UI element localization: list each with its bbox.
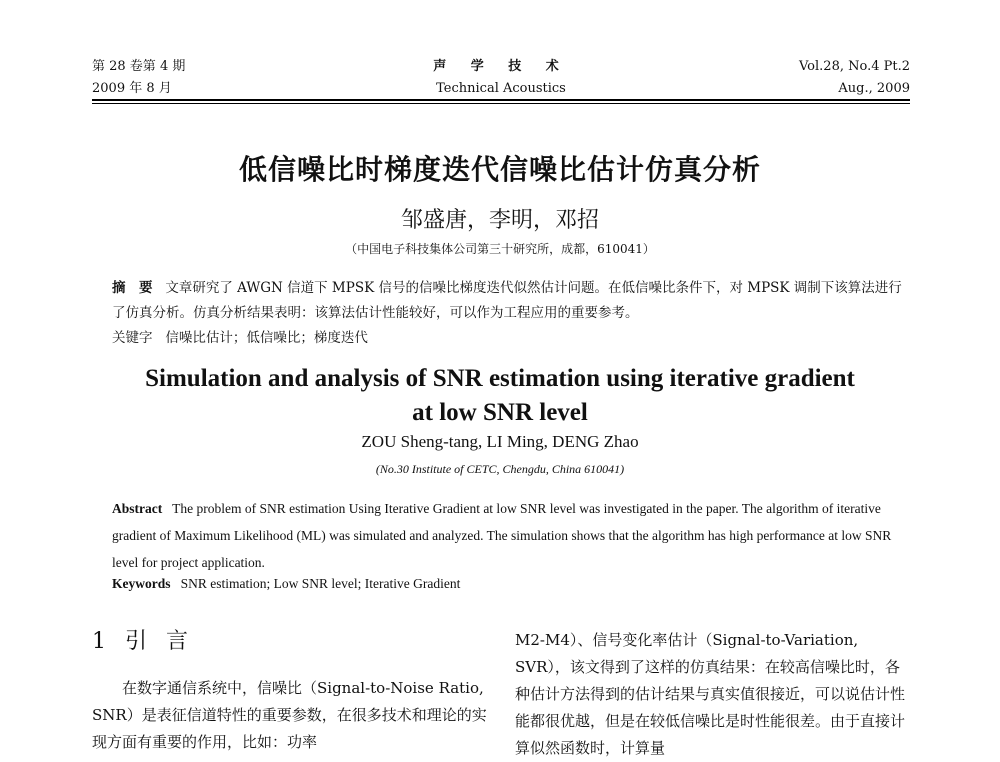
affiliation-en: (No.30 Institute of CETC, Chengdu, China 610041) [375,462,625,476]
journal-name-en: Technical Acoustics [436,81,566,96]
header-center [92,56,910,100]
intro-paragraph-right: M2-M4）、信号变化率估计（Signal-to-Variation, SVR），该文得到了这样的仿真结果：在较高信噪比时，各种估计方法得到的估计结果与真实值很接近，可以说估计性能都很优越，但是在较低信噪比是时性能很差。由于直接计算似然函数时，计算量 [515,631,906,757]
journal-header [92,56,910,100]
abstract-en [112,495,902,576]
header-right [799,56,910,100]
publication-date-en: Aug., 2009 [838,81,910,96]
intro-paragraph-left: 在数字通信系统中，信噪比（Signal-to-Noise Ratio, SNR）是表征信道特性的重要参数，在很多技术和理论的实现方面有重要的作用，比如：功率 [92,679,487,751]
affiliation-cn: （中国电子科技集体公司第三十研究所，成都，610041） [345,242,655,256]
keywords-en [112,576,902,592]
keywords-cn-text: 信噪比估计；低信噪比；梯度迭代 [165,330,368,346]
paper-title-en [0,362,1000,430]
title-en-line1: Simulation and analysis of SNR estimation using iterative gradient [145,365,855,392]
paper-title-cn: 低信噪比时梯度迭代信噪比估计仿真分析 [238,153,761,186]
authors-en: ZOU Sheng-tang, LI Ming, DENG Zhao [361,432,639,451]
header-rule-thin [92,103,910,104]
keywords-cn-label: 关键字 [112,330,153,346]
section-heading-intro: 1 引 言 [92,629,194,654]
authors-cn: 邹盛唐，李明，邓招 [400,208,599,233]
abstract-cn-text: 文章研究了 AWGN 信道下 MPSK 信号的信噪比梯度迭代似然估计问题。在低信噪比条件下，对 MPSK 调制下该算法进行了仿真分析。仿真分析结果表明：该算法估计性能较好，可以作为工程应用的重要参考。 [112,280,902,321]
abstract-en-text: The problem of SNR estimation Using Iterative Gradient at low SNR level was investigated in the paper. The algorithm of iterative gradient of Maximum Likelihood (ML) was simulated and analyzed. The simulation shows that the algorithm has high performance at low SNR level for project application. [112,501,892,570]
keywords-en-label: Keywords [112,576,171,591]
abstract-en-label: Abstract [112,501,163,516]
keywords-cn [112,326,902,351]
publication-date-cn: 2009 年 8 月 [92,81,172,96]
abstract-cn-label: 摘 要 [112,280,153,296]
journal-name-cn: 声 学 技 术 [433,59,569,74]
header-rule [92,99,910,101]
volume-issue-en: Vol.28, No.4 Pt.2 [798,59,910,74]
keywords-en-text: SNR estimation; Low SNR level; Iterative Gradient [180,576,461,591]
volume-issue: 第 28 卷第 4 期 [92,59,186,74]
abstract-cn-block [112,276,902,351]
abstract-cn [112,276,902,326]
title-en-line2: at low SNR level [412,399,588,426]
